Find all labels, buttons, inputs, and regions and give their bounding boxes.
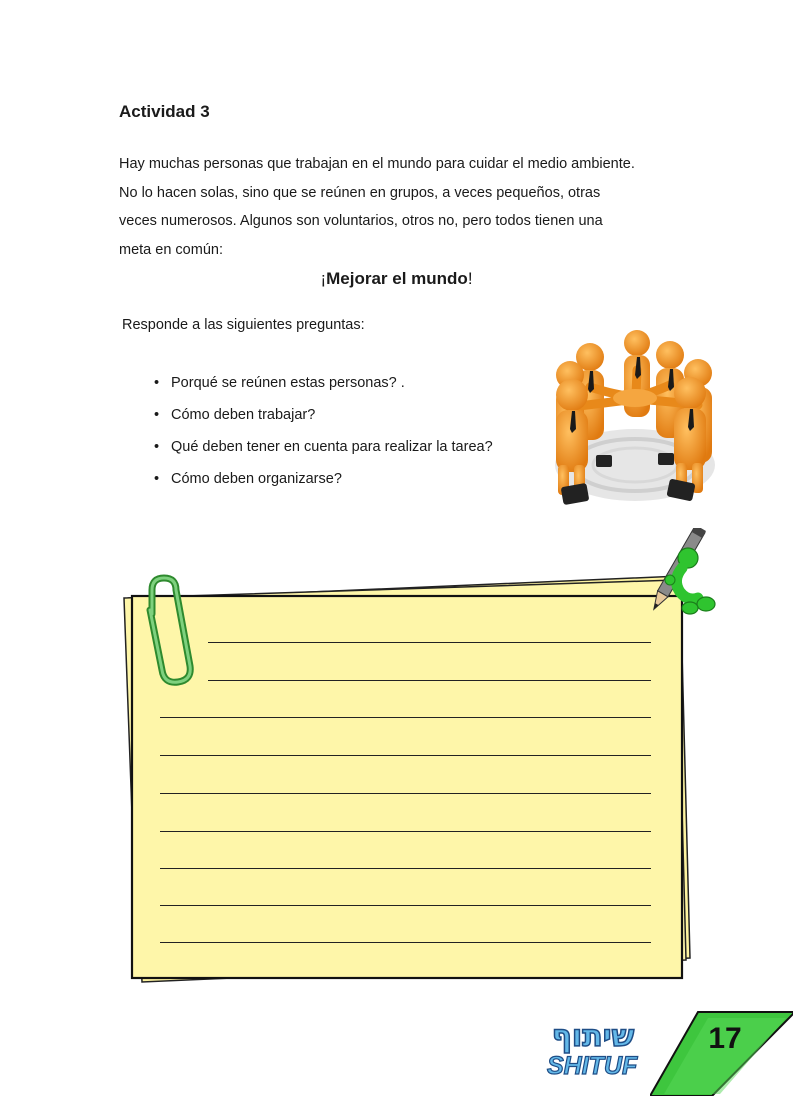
intro-line: meta en común: — [119, 241, 223, 258]
slogan — [0, 269, 793, 289]
intro-line: veces numerosos. Algunos son voluntarios, otros no, pero todos tienen una — [119, 213, 603, 229]
writing-line[interactable] — [208, 680, 651, 681]
green-pencil-figure-icon — [640, 528, 720, 623]
logo-hebrew-mark — [543, 1012, 643, 1056]
question-item — [154, 436, 493, 468]
writing-line[interactable] — [160, 942, 651, 943]
note-paper — [120, 572, 700, 992]
writing-line[interactable] — [160, 868, 651, 869]
question-item — [154, 372, 493, 404]
shituf-logo — [543, 1012, 643, 1084]
slogan-close: ! — [467, 269, 473, 288]
paperclip-icon — [138, 574, 198, 686]
intro-line: Hay muchas personas que trabajan en el mundo para cuidar el medio ambiente. — [119, 156, 635, 172]
bullet: • — [154, 471, 160, 487]
bullet: • — [154, 439, 160, 455]
bullet: • — [154, 407, 160, 423]
activity-title: Actividad 3 — [119, 102, 210, 121]
slogan-text: Mejorar el mundo — [326, 269, 468, 288]
questions-prompt: Responde a las siguientes preguntas: — [122, 317, 365, 333]
writing-line[interactable] — [160, 905, 651, 906]
question-text: Porqué se reúnen estas personas? . — [171, 375, 405, 391]
question-text: Qué deben tener en cuenta para realizar la tarea? — [171, 439, 493, 455]
question-text: Cómo deben organizarse? — [171, 471, 342, 487]
slogan-open: ¡ — [320, 269, 327, 288]
questions-list — [154, 372, 493, 500]
logo-hebrew-text: שיתוף — [551, 1019, 635, 1054]
intro-paragraph — [119, 150, 719, 264]
logo-latin-text: SHITUF — [547, 1052, 638, 1080]
question-item — [154, 468, 493, 500]
teamwork-hands-icon — [540, 325, 730, 515]
writing-line[interactable] — [160, 717, 651, 718]
writing-line[interactable] — [160, 793, 651, 794]
page-number: 17 — [708, 1022, 742, 1055]
writing-line[interactable] — [208, 642, 651, 643]
intro-line: No lo hacen solas, sino que se reúnen en grupos, a veces pequeños, otras — [119, 184, 601, 201]
writing-line[interactable] — [160, 755, 651, 756]
bullet: • — [154, 375, 160, 391]
question-item — [154, 404, 493, 436]
writing-line[interactable] — [160, 831, 651, 832]
question-text: Cómo deben trabajar? — [171, 407, 316, 423]
